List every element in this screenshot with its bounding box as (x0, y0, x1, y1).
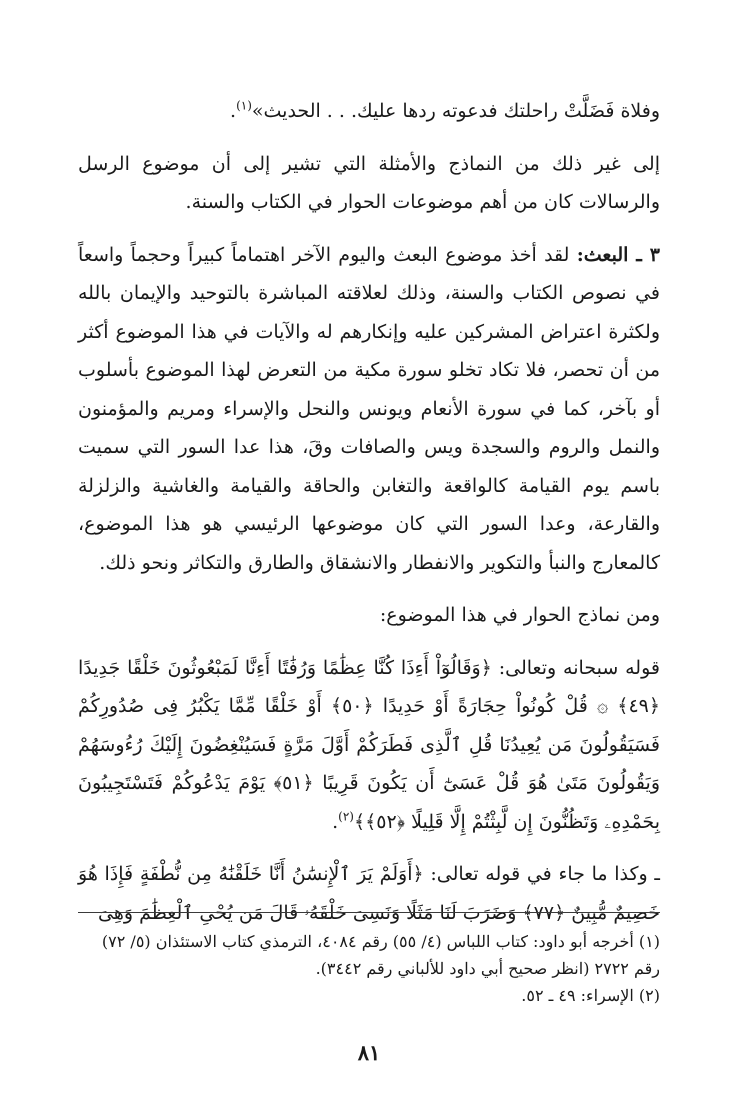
paragraph-examples-intro: ومن نماذج الحوار في هذا الموضوع: (379, 604, 660, 626)
spacer (78, 131, 660, 145)
page-number: ٨١ (357, 1040, 381, 1065)
paragraph-messengers: إلى غير ذلك من النماذج والأمثلة التي تشير إلى أن موضوع الرسل والرسالات كان من أهم موضوعات الحوار في الكتاب والسنة. (78, 152, 660, 213)
paragraph-isra-verses: قوله سبحانه وتعالى: ﴿وَقَالُوٓاْ أَءِذَا كُنَّا عِظَٰمًا وَرُفَٰتًا أَءِنَّا لَمَبْعُوثُونَ خَلْقًا جَدِيدًا ﴿٤٩﴾ ۞ قُلْ كُونُواْ حِجَارَةً أَوْ حَدِيدًا ﴿٥٠﴾ أَوْ خَلْقًا مِّمَّا يَكْبُرُ فِى صُدُورِكُمْ فَسَيَقُولُونَ مَن يُعِيدُنَا قُلِ ٱلَّذِى فَطَرَكُمْ أَوَّلَ مَرَّةٍ فَسَيُنْغِضُونَ إِلَيْكَ رُءُوسَهُمْ وَيَقُولُونَ مَتَىٰ هُوَ قُلْ عَسَىٰٓ أَن يَكُونَ قَرِيبًا ﴿٥١﴾ يَوْمَ يَدْعُوكُمْ فَتَسْتَجِيبُونَ بِحَمْدِهِۦ وَتَظُنُّونَ إِن لَّبِثْتُمْ إِلَّا قَلِيلًا ﴿٥٢﴾﴾$^{(٢)}$. (78, 656, 661, 833)
quran-verse-isra: ﴿وَقَالُوٓاْ أَءِذَا كُنَّا عِظَٰمًا وَرُفَٰتًا أَءِنَّا لَمَبْعُوثُونَ خَلْقًا جَدِيدًا ﴿٤٩﴾ ۞ قُلْ كُونُواْ حِجَارَةً أَوْ حَدِيدًا ﴿٥٠﴾ أَوْ خَلْقًا مِّمَّا يَكْبُرُ فِى صُدُورِكُمْ فَسَيَقُولُونَ مَن يُعِيدُنَا قُلِ ٱلَّذِى فَطَرَكُمْ أَوَّلَ مَرَّةٍ فَسَيُنْغِضُونَ إِلَيْكَ رُءُوسَهُمْ وَيَقُولُونَ مَتَىٰ هُوَ قُلْ عَسَىٰٓ أَن يَكُونَ قَرِيبًا ﴿٥١﴾ يَوْمَ يَدْعُوكُمْ فَتَسْتَجِيبُونَ بِحَمْدِهِۦ وَتَظُنُّونَ إِن لَّبِثْتُمْ إِلَّا قَلِيلًا ﴿٥٢﴾﴾ (78, 656, 661, 833)
footnote-ref-1: (١) (236, 98, 252, 113)
section-heading-resurrection: ٣ ـ البعث: (576, 243, 660, 266)
spacer (78, 841, 660, 855)
footnotes (78, 928, 660, 1009)
footnote-ref-2: (٢) (338, 809, 354, 824)
main-text (78, 92, 660, 932)
footnote-2: (٢) الإسراء: ٤٩ ـ ٥٢. (521, 986, 660, 1005)
paragraph-hadith-end: وفلاة فَضَلَّتْ راحلتك فدعوته ردها عليك. . . الحديث»$^{(١)}$. (230, 98, 660, 122)
verse-intro: قوله سبحانه وتعالى: (491, 656, 660, 679)
verse-intro: ـ وكذا ما جاء في قوله تعالى: (423, 863, 660, 885)
footnote-1: (١) أخرجه أبو داود: كتاب اللباس (٤/ ٥٥) رقم ٤٠٨٤، الترمذي كتاب الاستئذان (٥/ ٧٢) رقم ٢٧٢٢ (انظر صحيح أبي داود للألباني رقم ٣٤٤٢). (101, 932, 660, 978)
spacer (78, 635, 660, 649)
quran-verse-yasin: ﴿أَوَلَمْ يَرَ ٱلْإِنسَٰنُ أَنَّا خَلَقْنَٰهُ مِن نُّطْفَةٍ فَإِذَا هُوَ خَصِيمٌ مُّبِينٌ ﴿٧٧﴾ وَضَرَبَ لَنَا مَثَلًا وَنَسِىَ خَلْقَهُۥ قَالَ مَن يُحْىِ ٱلْعِظَٰمَ وَهِىَ (78, 863, 660, 924)
footnote-divider (78, 912, 660, 913)
paragraph-yasin-verses (78, 855, 660, 932)
paragraph-resurrection (78, 236, 660, 583)
resurrection-body: لقد أخذ موضوع البعث واليوم الآخر اهتماماً كبيراً وحجماً واسعاً في نصوص الكتاب والسنة، وذلك لعلاقته المباشرة بالتوحيد والإيمان بالله ولكثرة اعتراض المشركين عليه وإنكارهم له والآيات في هذا الموضوع أكثر من أن تحصر، فلا تكاد تخلو سورة مكية من التعرض لهذا الموضوع بأسلوب أو بآخر، كما في سورة الأنعام ويونس والنحل والإسراء ومريم والمؤمنون والنمل والروم والسجدة ويس والصافات وقَ، هذا عدا السور التي سميت باسم يوم القيامة كالواقعة والتغابن والحاقة والقيامة والغاشية والزلزلة والقارعة، وعدا السور التي كان موضوعها الرئيسي هو هذا الموضوع، كالمعارج والنبأ والتكوير والانفطار والانشقاق والطارق والتكاثر ونحو ذلك. (78, 243, 660, 574)
hadith-text: وفلاة فَضَلَّتْ راحلتك فدعوته ردها عليك. . . الحديث» (251, 100, 660, 122)
spacer (78, 222, 660, 236)
spacer (78, 582, 660, 596)
